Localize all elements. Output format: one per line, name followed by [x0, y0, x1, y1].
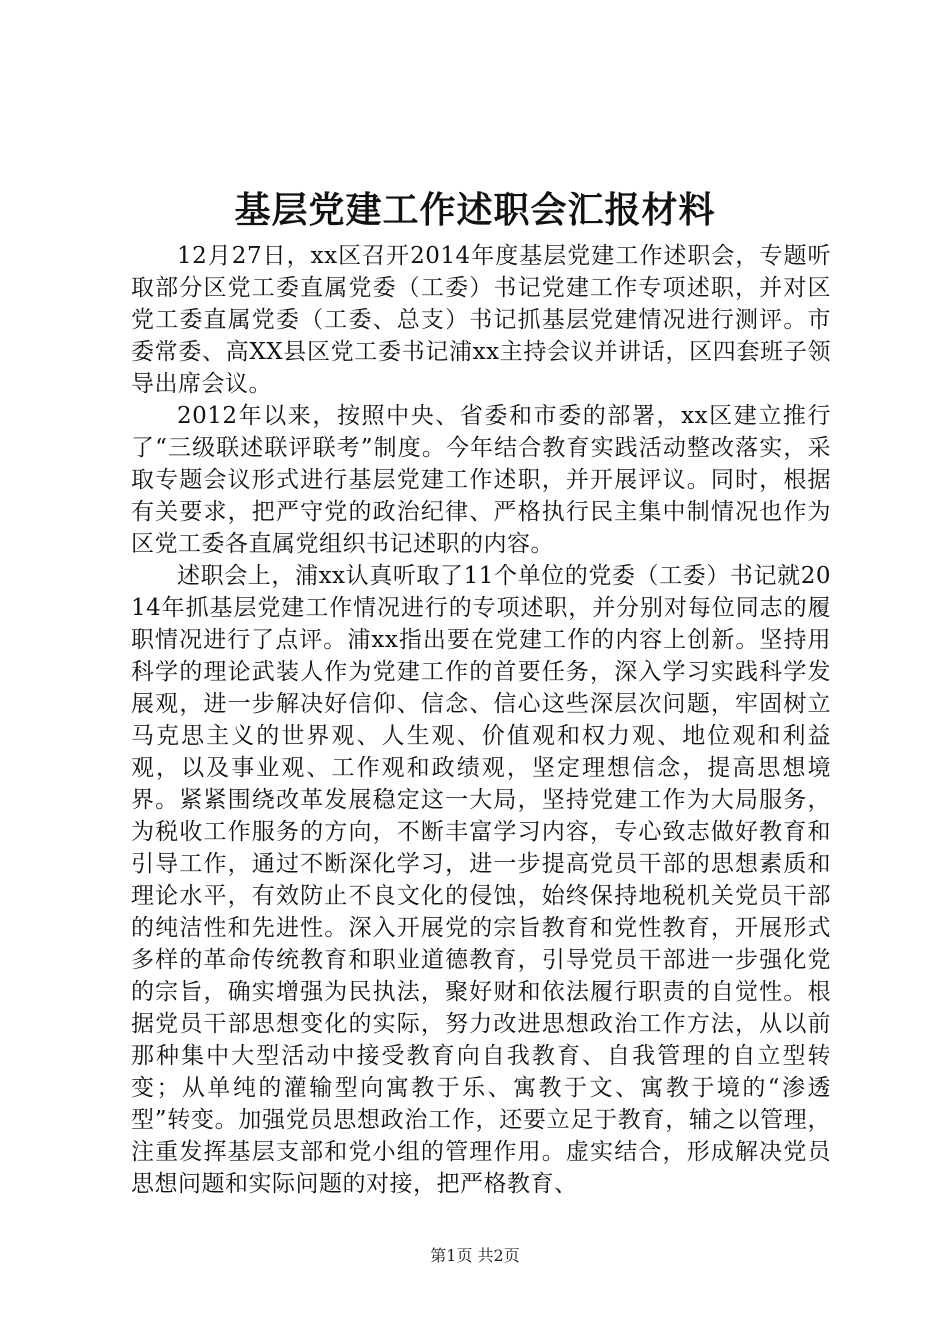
paragraph-3: 述职会上，浦xx认真听取了11个单位的党委（工委）书记就2014年抓基层党建工作情况进行的专项述职，并分别对每位同志的履职情况进行了点评。浦xx指出要在党建工作的内容上创新。坚持用科学的理论武装人作为党建工作的首要任务，深入学习实践科学发展观，进一步解决好信仰、信念、信心这些深层次问题，牢固树立马克思主义的世界观、人生观、价值观和权力观、地位观和利益观，以及事业观、工作观和政绩观，坚定理想信念，提高思想境界。紧紧围绕改革发展稳定这一大局，坚持党建工作为大局服务，为税收工作服务的方向，不断丰富学习内容，专心致志做好教育和引导工作，通过不断深化学习，进一步提高党员干部的思想素质和理论水平，有效防止不良文化的侵蚀，始终保持地税机关党员干部的纯洁性和先进性。深入开展党的宗旨教育和党性教育，开展形式多样的革命传统教育和职业道德教育，引导党员干部进一步强化党的宗旨，确实增强为民执法，聚好财和依法履行职责的自觉性。根据党员干部思想变化的实际，努力改进思想政治工作方法，从以前那种集中大型活动中接受教育向自我教育、自我管理的自立型转变；从单纯的灌输型向寓教于乐、寓教于文、寓教于境的“渗透型”转变。加强党员思想政治工作，还要立足于教育，辅之以管理，注重发挥基层支部和党小组的管理作用。虚实结合，形成解决党员思想问题和实际问题的对接，把严格教育、	[131, 563, 831, 1197]
paragraph-1: 12月27日，xx区召开2014年度基层党建工作述职会，专题听取部分区党工委直属党委（工委）书记党建工作专项述职，并对区党工委直属党委（工委、总支）书记抓基层党建情况进行测评。市委常委、高XX县区党工委书记浦xx主持会议并讲话，区四套班子领导出席会议。	[131, 243, 831, 397]
document-title: 基层党建工作述职会汇报材料	[234, 189, 716, 231]
page-footer: 第1页 共2页	[430, 1246, 520, 1265]
paragraph-2: 2012年以来，按照中央、省委和市委的部署，xx区建立推行了“三级联述联评联考”制度。今年结合教育实践活动整改落实，采取专题会议形式进行基层党建工作述职，并开展评议。同时，根据有关要求，把严守党的政治纪律、严格执行民主集中制情况也作为区党工委各直属党组织书记述职的内容。	[131, 403, 831, 557]
document-body	[131, 240, 831, 1200]
